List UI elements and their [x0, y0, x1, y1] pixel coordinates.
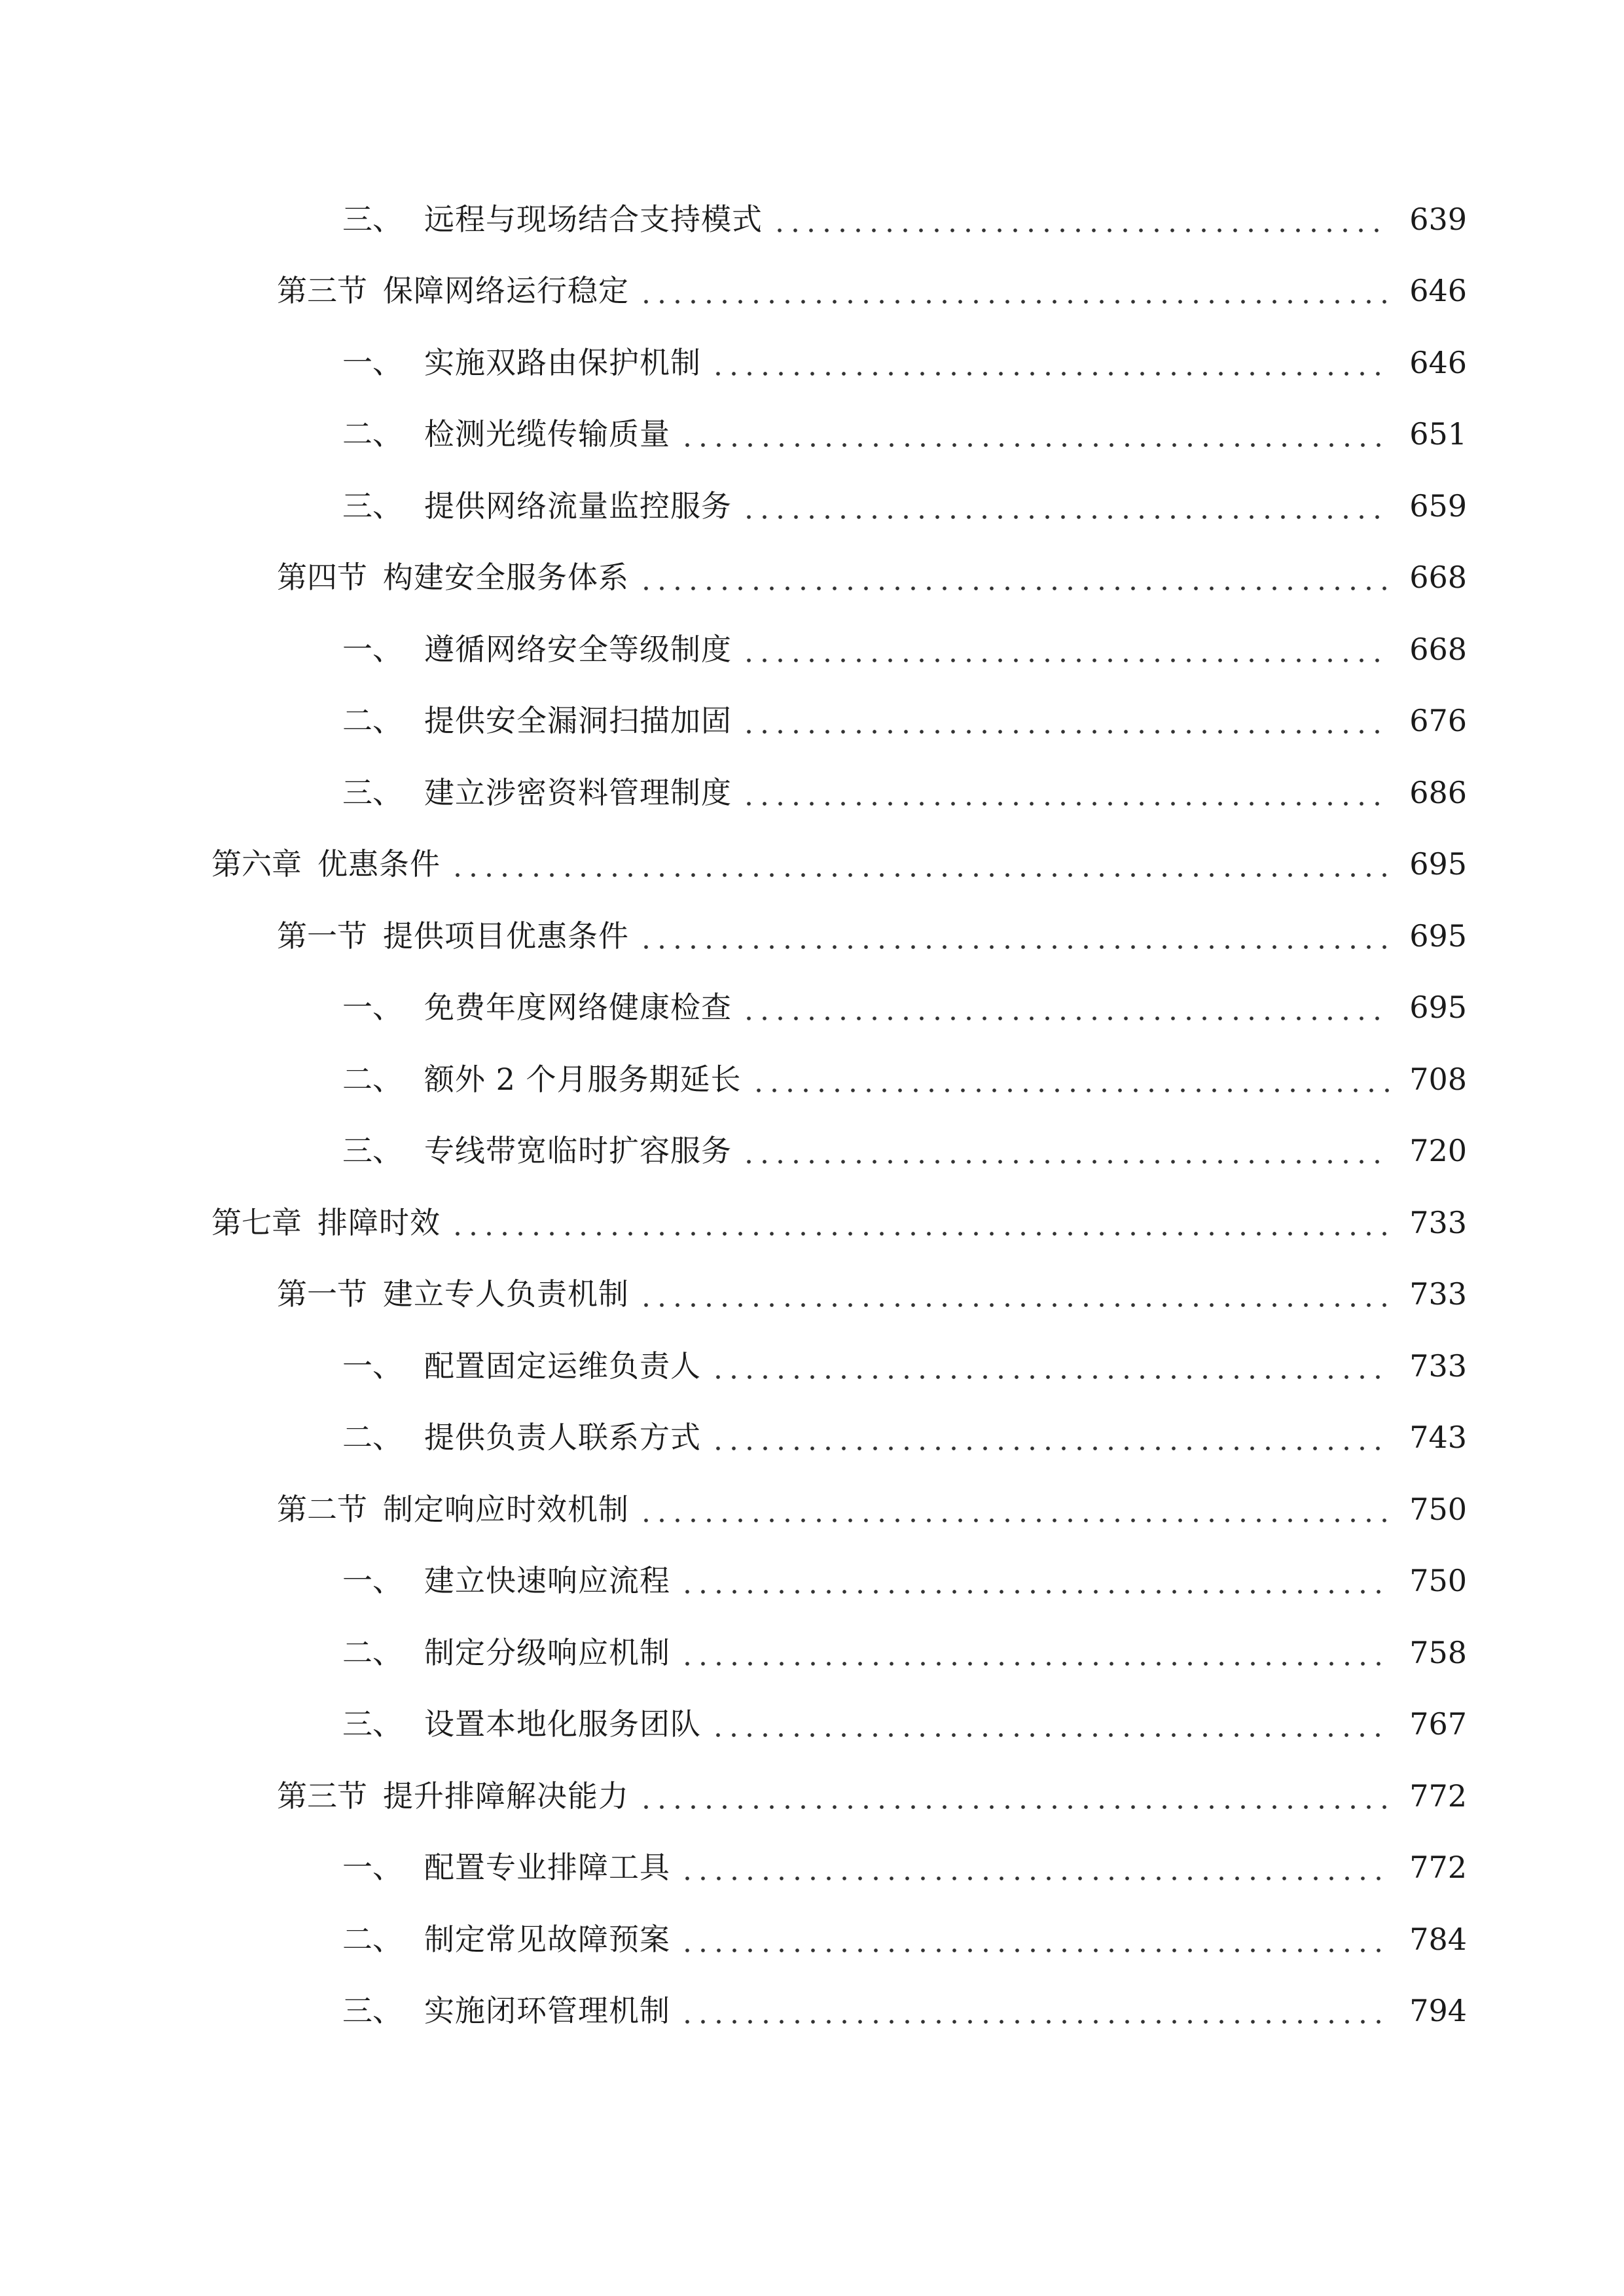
- toc-entry-page: 758: [1409, 1634, 1467, 1670]
- dot-leader: [741, 992, 1390, 1022]
- toc-entry[interactable]: [0, 1187, 1624, 1259]
- toc-entry-page: 767: [1409, 1706, 1467, 1742]
- toc-entry-page: 639: [1409, 201, 1467, 237]
- toc-entry-page: 695: [1409, 918, 1467, 954]
- toc-entry-page: 668: [1409, 560, 1467, 596]
- toc-entry-number: 三、: [342, 488, 403, 524]
- dot-leader: [450, 1208, 1390, 1238]
- dot-leader: [710, 1422, 1390, 1452]
- toc-entry[interactable]: [0, 1689, 1624, 1761]
- toc-entry-title: 制定分级响应机制: [424, 1634, 670, 1670]
- toc-entry-title: 提升排障解决能力: [383, 1778, 629, 1814]
- toc-entry-title: 实施双路由保护机制: [424, 344, 701, 380]
- toc-entry-number: 二、: [342, 1061, 403, 1097]
- toc-entry-page: 733: [1409, 1348, 1467, 1384]
- toc-entry-page: 695: [1409, 990, 1467, 1026]
- toc-entry-number: 第一节: [277, 1276, 367, 1312]
- toc-entry-page: 750: [1409, 1491, 1467, 1527]
- dot-leader: [638, 1494, 1390, 1524]
- toc-entry[interactable]: [0, 255, 1624, 327]
- toc-entry-title: 免费年度网络健康检查: [424, 990, 732, 1026]
- toc-entry[interactable]: [0, 470, 1624, 542]
- toc-entry-page: 720: [1409, 1133, 1467, 1169]
- toc-entry-number: 一、: [342, 1563, 403, 1599]
- table-of-contents: [0, 183, 1624, 2047]
- toc-entry-number: 第六章: [211, 846, 302, 882]
- toc-entry-number: 三、: [342, 201, 403, 237]
- toc-entry-page: 651: [1409, 416, 1467, 452]
- toc-entry-number: 一、: [342, 1348, 403, 1384]
- dot-leader: [638, 1781, 1390, 1811]
- toc-entry-page: 733: [1409, 1204, 1467, 1240]
- toc-entry-title: 提供项目优惠条件: [383, 918, 629, 954]
- toc-entry-number: 二、: [342, 1634, 403, 1670]
- toc-entry-number: 第二节: [277, 1491, 367, 1527]
- dot-leader: [638, 1279, 1390, 1309]
- dot-leader: [638, 562, 1390, 592]
- toc-entry[interactable]: [0, 1115, 1624, 1187]
- dot-leader: [679, 1638, 1390, 1668]
- toc-entry[interactable]: [0, 542, 1624, 614]
- toc-entry-number: 第一节: [277, 918, 367, 954]
- toc-entry[interactable]: [0, 1617, 1624, 1689]
- toc-entry-title: 提供安全漏洞扫描加固: [424, 703, 732, 739]
- toc-entry[interactable]: [0, 1975, 1624, 2047]
- toc-entry-title: 建立涉密资料管理制度: [424, 774, 732, 810]
- toc-entry-title: 排障时效: [317, 1204, 441, 1240]
- dot-leader: [679, 1852, 1390, 1882]
- dot-leader: [741, 1136, 1390, 1166]
- dot-leader: [772, 204, 1390, 234]
- dot-leader: [710, 1351, 1390, 1381]
- toc-entry-page: 708: [1409, 1061, 1467, 1097]
- toc-entry[interactable]: [0, 1259, 1624, 1331]
- dot-leader: [450, 849, 1390, 879]
- toc-entry-number: 一、: [342, 631, 403, 667]
- toc-entry-title: 制定响应时效机制: [383, 1491, 629, 1527]
- toc-entry-number: 二、: [342, 1921, 403, 1957]
- toc-entry-number: 二、: [342, 703, 403, 739]
- toc-entry-number: 一、: [342, 990, 403, 1026]
- toc-entry-page: 733: [1409, 1276, 1467, 1312]
- toc-entry-number: 二、: [342, 416, 403, 452]
- toc-entry-title: 设置本地化服务团队: [424, 1706, 701, 1742]
- toc-entry-title: 专线带宽临时扩容服务: [424, 1133, 732, 1169]
- dot-leader: [679, 1924, 1390, 1954]
- toc-entry[interactable]: [0, 1473, 1624, 1545]
- toc-entry-page: 686: [1409, 774, 1467, 810]
- toc-entry-page: 646: [1409, 273, 1467, 309]
- toc-entry-title: 提供网络流量监控服务: [424, 488, 732, 524]
- dot-leader: [679, 1566, 1390, 1596]
- toc-entry-page: 659: [1409, 488, 1467, 524]
- toc-entry-title: 配置专业排障工具: [424, 1850, 670, 1886]
- toc-entry-title: 提供负责人联系方式: [424, 1420, 701, 1456]
- dot-leader: [679, 1996, 1390, 2026]
- toc-entry[interactable]: [0, 1832, 1624, 1904]
- toc-entry-page: 772: [1409, 1850, 1467, 1886]
- toc-entry-page: 784: [1409, 1921, 1467, 1957]
- dot-leader: [710, 1709, 1390, 1739]
- toc-entry[interactable]: [0, 1760, 1624, 1832]
- toc-entry-page: 743: [1409, 1420, 1467, 1456]
- toc-entry-title: 检测光缆传输质量: [424, 416, 670, 452]
- toc-entry-number: 第三节: [277, 1778, 367, 1814]
- toc-entry-number: 三、: [342, 1993, 403, 2029]
- toc-entry-number: 三、: [342, 1133, 403, 1169]
- toc-entry[interactable]: [0, 1043, 1624, 1115]
- dot-leader: [638, 276, 1390, 306]
- toc-entry-number: 二、: [342, 1420, 403, 1456]
- toc-entry-number: 一、: [342, 1850, 403, 1886]
- toc-entry-number: 第七章: [211, 1204, 302, 1240]
- toc-entry-page: 695: [1409, 846, 1467, 882]
- toc-entry-title: 配置固定运维负责人: [424, 1348, 701, 1384]
- toc-entry-title: 建立专人负责机制: [383, 1276, 629, 1312]
- dot-leader: [638, 921, 1390, 951]
- dot-leader: [741, 491, 1390, 521]
- toc-entry-title: 遵循网络安全等级制度: [424, 631, 732, 667]
- toc-entry-number: 一、: [342, 344, 403, 380]
- dot-leader: [741, 634, 1390, 664]
- dot-leader: [741, 778, 1390, 808]
- toc-entry-number: 第三节: [277, 273, 367, 309]
- toc-entry-page: 668: [1409, 631, 1467, 667]
- dot-leader: [751, 1064, 1390, 1094]
- toc-entry-title: 优惠条件: [317, 846, 441, 882]
- toc-entry[interactable]: [0, 1545, 1624, 1617]
- toc-entry-title: 制定常见故障预案: [424, 1921, 670, 1957]
- toc-entry[interactable]: [0, 1903, 1624, 1975]
- toc-entry[interactable]: [0, 900, 1624, 972]
- toc-entry-title: 实施闭环管理机制: [424, 1993, 670, 2029]
- dot-leader: [741, 706, 1390, 736]
- toc-entry[interactable]: [0, 757, 1624, 829]
- toc-entry-page: 794: [1409, 1993, 1467, 2029]
- toc-entry[interactable]: [0, 829, 1624, 901]
- toc-entry[interactable]: [0, 183, 1624, 255]
- toc-entry[interactable]: [0, 613, 1624, 685]
- toc-entry-title: 额外 2 个月服务期延长: [424, 1061, 742, 1097]
- dot-leader: [679, 419, 1390, 449]
- toc-entry[interactable]: [0, 972, 1624, 1044]
- toc-entry-title: 保障网络运行稳定: [383, 273, 629, 309]
- toc-entry-number: 三、: [342, 774, 403, 810]
- toc-entry[interactable]: [0, 685, 1624, 757]
- dot-leader: [710, 348, 1390, 378]
- toc-entry-title: 构建安全服务体系: [383, 560, 629, 596]
- toc-entry[interactable]: [0, 399, 1624, 471]
- toc-entry-number: 第四节: [277, 560, 367, 596]
- toc-entry-page: 646: [1409, 344, 1467, 380]
- toc-entry-page: 772: [1409, 1778, 1467, 1814]
- toc-entry-title: 建立快速响应流程: [424, 1563, 670, 1599]
- toc-entry[interactable]: [0, 1402, 1624, 1474]
- toc-entry-page: 750: [1409, 1563, 1467, 1599]
- toc-entry[interactable]: [0, 1330, 1624, 1402]
- toc-entry[interactable]: [0, 327, 1624, 399]
- toc-entry-title: 远程与现场结合支持模式: [424, 201, 763, 237]
- toc-entry-number: 三、: [342, 1706, 403, 1742]
- toc-entry-page: 676: [1409, 703, 1467, 739]
